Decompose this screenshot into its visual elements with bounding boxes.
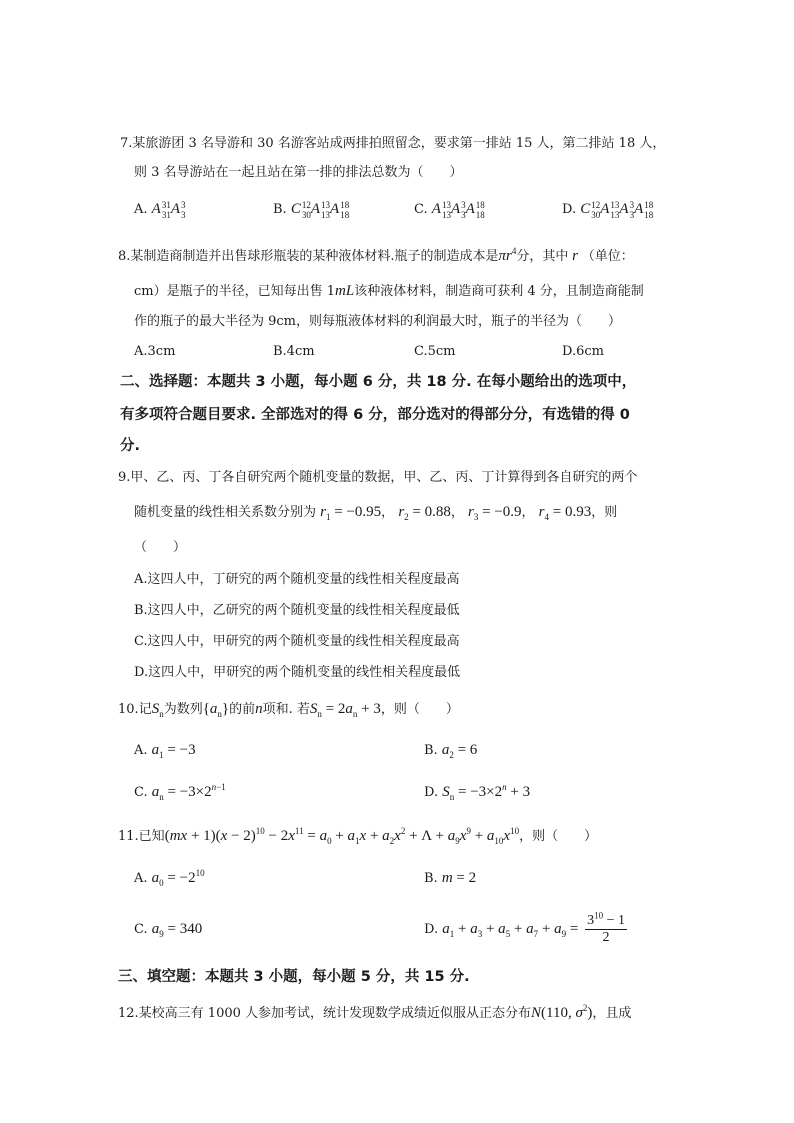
- q10-option-c-formula: $a_n = -3\times 2^{n-1}$: [151, 782, 226, 802]
- q8-option-a: A.3cm: [134, 344, 176, 359]
- q9-option-d: D.这四人中，甲研究的两个随机变量的线性相关程度最低: [134, 665, 461, 680]
- q11-option-b: B. m = 2: [424, 870, 477, 886]
- q11-equation: $(mx + 1)(x - 2)^{10} - 2x^{11} = a_0 + a_1x + a_2x^2 + \Lambda + a_9x^9 + a_{10}x^{10}$: [164, 826, 520, 846]
- q11-option-c-formula: $a_9 = 340$: [151, 921, 203, 939]
- section2-line2: 有多项符合题目要求. 全部选对的得 6 分，部分选对的得部分分，有选错的得 0: [120, 407, 630, 423]
- q9-r3: $r_3 = -0.9$: [468, 504, 522, 522]
- q9-r1: $r_1 = -0.95$: [320, 504, 382, 522]
- q8-cost-formula: $\pi r^4$: [498, 246, 517, 264]
- q8-line1: 8.某制造商制造并出售球形瓶装的某种液体材料.瓶子的制造成本是$\pi r^4$分，其中 r （单位：: [118, 246, 634, 264]
- q10-sn: $S_n$: [151, 701, 164, 719]
- q9-r4: $r_4 = 0.93$: [538, 504, 592, 522]
- q7-option-d-formula: C 12 30 A 13 13 A 3 3 A 18 18: [580, 199, 654, 220]
- q10-option-d-formula: $S_n = -3\times 2^n + 3$: [442, 782, 531, 802]
- q7-line2: 则 3 名导游站在一起且站在第一排的排法总数为（ ）: [134, 165, 463, 180]
- q9-paren: （ ）: [134, 540, 187, 555]
- q7-option-b-formula: C 12 30 A 13 13 A 18 18: [290, 199, 350, 220]
- q10-option-c: C. $a_n = -3\times 2^{n-1}$: [134, 782, 226, 802]
- q8-line3: 作的瓶子的最大半径为 9cm，则每瓶液体材料的利润最大时，瓶子的半径为（ ）: [134, 314, 622, 329]
- q8-r: r: [568, 248, 582, 264]
- section3-heading: 三、填空题：本题共 3 小题，每小题 5 分，共 15 分.: [118, 969, 470, 985]
- q10-option-b: B. $a_2 = 6$: [424, 742, 478, 760]
- q7-line1: 7.某旅游团 3 名导游和 30 名游客站成两排拍照留念，要求第一排站 15 人，第二排站 18 人，: [120, 136, 666, 151]
- section2-line3: 分.: [120, 438, 141, 454]
- q8-option-d: D.6cm: [562, 344, 604, 359]
- q11-option-c: C. $a_9 = 340$: [134, 921, 203, 939]
- q7-option-b: B. C 12 30 A 13 13 A 18 18: [273, 199, 350, 220]
- q12-line1: 12.某校高三有 1000 人参加考试，统计发现数学成绩近似服从正态分布N(110, $\sigma^2$)，且成: [118, 1003, 632, 1021]
- q11-option-d: D. $a_1 + a_3 + a_5 + a_7 + a_9$ = $\frac{3^{10} - 1}{2}$: [424, 910, 625, 946]
- q9-option-c: C.这四人中，甲研究的两个随机变量的线性相关程度最高: [134, 634, 460, 649]
- q11-option-a-formula: $a_0 = -2^{10}$: [151, 868, 205, 888]
- q11-option-b-formula: m = 2: [441, 870, 477, 886]
- q10-option-a: A. $a_1 = -3$: [134, 742, 196, 760]
- q12-normal-dist: N(110, $\sigma^2$): [531, 1003, 593, 1021]
- q7-option-d: D. C 12 30 A 13 13 A 3 3 A 18 18: [562, 199, 654, 220]
- q10-option-d: D. $S_n = -3\times 2^n + 3$: [424, 782, 531, 802]
- q9-option-a: A.这四人中，丁研究的两个随机变量的线性相关程度最高: [134, 572, 460, 587]
- q7-option-a-formula: A 31 31 A 3 3: [151, 199, 186, 220]
- q10-sequence: $\{a_n\}$: [202, 701, 230, 719]
- q10-option-a-formula: $a_1 = -3$: [151, 742, 196, 760]
- q11-stem: 11.已知$(mx + 1)(x - 2)^{10} - 2x^{11} = a_0 + a_1x + a_2x^2 + \Lambda + a_9x^9 + a_{10}x^{10}$，则（ ）: [118, 826, 598, 846]
- q10-option-b-formula: $a_2 = 6$: [441, 742, 478, 760]
- q10-n: n: [255, 701, 263, 717]
- q8-option-c: C.5cm: [414, 344, 456, 359]
- q10-stem: 10.记$S_n$为数列$\{a_n\}$的前n项和. 若$S_n = 2a_n + 3$，则（ ）: [118, 701, 459, 719]
- q11-option-d-formula: $a_1 + a_3 + a_5 + a_7 + a_9$ = $\frac{3^{10} - 1}{2}$: [442, 910, 625, 946]
- q9-option-b: B.这四人中，乙研究的两个随机变量的线性相关程度最低: [134, 603, 460, 618]
- q11-fraction: $\frac{3^{10} - 1}{2}$: [587, 910, 625, 946]
- q8-line2: cm）是瓶子的半径，已知每出售 1mL该种液体材料，制造商可获利 4 分，且制造商能制: [134, 283, 644, 299]
- q11-option-a: A. $a_0 = -2^{10}$: [134, 868, 205, 888]
- q7-option-a: A. A 31 31 A 3 3: [134, 199, 186, 220]
- q8-ml: mL: [335, 283, 355, 299]
- q8-option-b: B.4cm: [273, 344, 315, 359]
- q9-line1: 9.甲、乙、丙、丁各自研究两个随机变量的数据，甲、乙、丙、丁计算得到各自研究的两个: [118, 470, 638, 485]
- q7-option-c: C. A 13 13 A 3 3 A 18 18: [414, 199, 485, 220]
- q10-condition: $S_n = 2a_n + 3$: [309, 701, 381, 719]
- section2-line1: 二、选择题：本题共 3 小题，每小题 6 分，共 18 分. 在每小题给出的选项中，: [120, 374, 637, 390]
- q7-option-c-formula: A 13 13 A 3 3 A 18 18: [431, 199, 485, 220]
- q9-r2: $r_2 = 0.88$: [398, 504, 451, 522]
- q9-line2: 随机变量的线性相关系数分别为 $r_1 = -0.95$， $r_2 = 0.88$， $r_3 = -0.9$， $r_4 = 0.93$，则: [134, 504, 618, 522]
